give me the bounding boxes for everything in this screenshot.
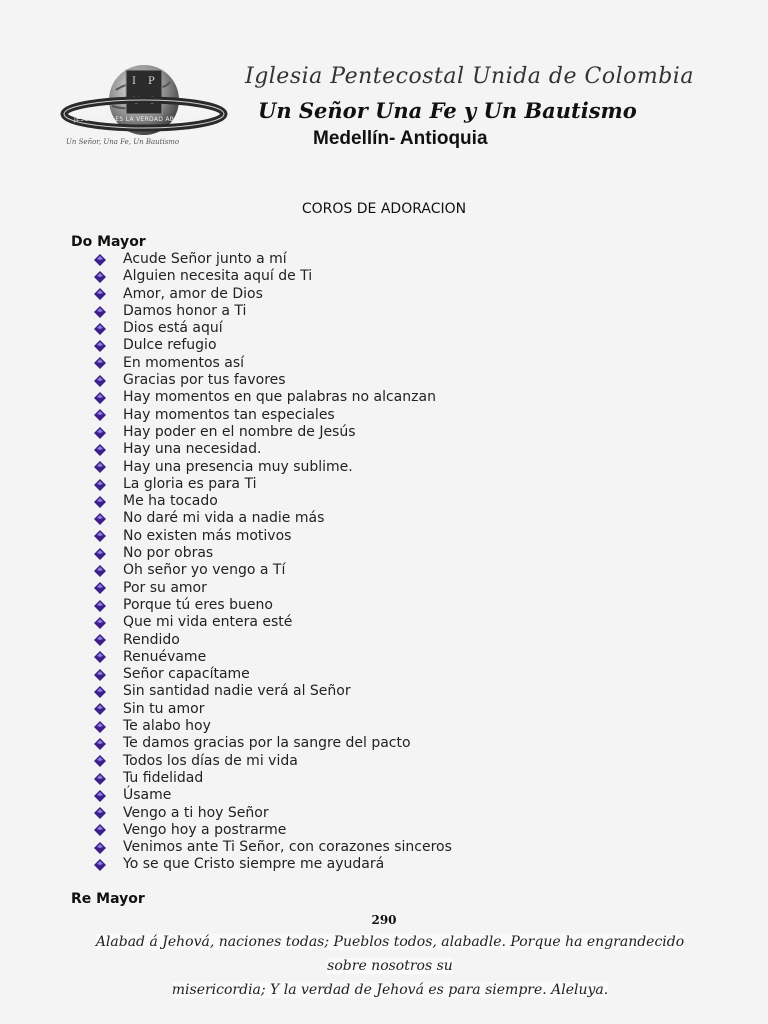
svg-text:P: P <box>148 76 155 87</box>
song-title: No existen más motivos <box>123 527 292 544</box>
svg-text:Un Señor, Una Fe, Un Bautismo: Un Señor, Una Fe, Un Bautismo <box>66 138 180 146</box>
song-title: No por obras <box>123 545 214 562</box>
song-title: Porque tú eres bueno <box>123 596 273 613</box>
song-title: Dios está aquí <box>123 320 223 337</box>
church-name: Iglesia Pentecostal Unida de Colombia <box>245 64 694 89</box>
diamond-bullet-icon <box>94 392 106 404</box>
svg-text:U: U <box>132 96 141 107</box>
list-item <box>92 389 452 406</box>
diamond-bullet-icon <box>94 617 106 629</box>
list-item <box>92 251 452 268</box>
song-title: En momentos así <box>123 354 245 371</box>
song-title: Úsame <box>123 787 172 804</box>
diamond-bullet-icon <box>94 721 106 733</box>
list-item <box>92 355 452 372</box>
diamond-bullet-icon <box>94 513 106 525</box>
church-logo <box>60 60 228 150</box>
diamond-bullet-icon <box>94 703 106 715</box>
diamond-bullet-icon <box>94 306 106 318</box>
diamond-bullet-icon <box>94 600 106 612</box>
diamond-bullet-icon <box>94 427 106 439</box>
diamond-bullet-icon <box>94 686 106 698</box>
diamond-bullet-icon <box>94 773 106 785</box>
song-title: Oh señor yo vengo a Tí <box>123 562 286 579</box>
song-title: Tu fidelidad <box>123 769 204 786</box>
song-title: Rendido <box>123 631 180 648</box>
list-item <box>92 372 452 389</box>
list-item <box>92 528 452 545</box>
list-item <box>92 424 452 441</box>
list-item <box>92 268 452 285</box>
list-item <box>92 701 452 718</box>
song-list <box>92 251 452 874</box>
diamond-bullet-icon <box>94 375 106 387</box>
song-title: Por su amor <box>123 579 207 596</box>
diamond-bullet-icon <box>94 530 106 542</box>
diamond-bullet-icon <box>94 669 106 681</box>
verse-line-2: misericordia; Y la verdad de Jehová es para siempre. Aleluya. <box>171 982 609 998</box>
footer-verse <box>80 930 700 1002</box>
song-title: Hay momentos tan especiales <box>123 406 335 423</box>
diamond-bullet-icon <box>94 340 106 352</box>
list-item <box>92 562 452 579</box>
list-item <box>92 286 452 303</box>
diamond-bullet-icon <box>94 271 106 283</box>
list-item <box>92 770 452 787</box>
diamond-bullet-icon <box>94 479 106 491</box>
diamond-bullet-icon <box>94 323 106 335</box>
diamond-bullet-icon <box>94 824 106 836</box>
diamond-bullet-icon <box>94 461 106 473</box>
song-title: Hay una necesidad. <box>123 441 262 458</box>
list-item <box>92 822 452 839</box>
list-item <box>92 805 452 822</box>
verse-line-1: Alabad á Jehová, naciones todas; Pueblos todos, alabadle. Porque ha engrandecido sobre nosotros su <box>95 934 685 974</box>
list-item <box>92 510 452 527</box>
diamond-bullet-icon <box>94 738 106 750</box>
diamond-bullet-icon <box>94 548 106 560</box>
diamond-bullet-icon <box>94 651 106 663</box>
diamond-bullet-icon <box>94 254 106 266</box>
svg-text:C: C <box>148 96 156 107</box>
song-title: Sin tu amor <box>123 700 205 717</box>
church-city: Medellín- Antioquia <box>313 128 488 149</box>
diamond-bullet-icon <box>94 357 106 369</box>
song-title: Venimos ante Ti Señor, con corazones sinceros <box>123 839 452 856</box>
song-title: Renuévame <box>123 648 207 665</box>
diamond-bullet-icon <box>94 288 106 300</box>
list-item <box>92 839 452 856</box>
song-title: Te damos gracias por la sangre del pacto <box>123 735 411 752</box>
song-title: Damos honor a Ti <box>123 302 247 319</box>
page-number: 290 <box>371 913 397 927</box>
diamond-bullet-icon <box>94 444 106 456</box>
svg-text:JESUCRISTO ES LA VERDAD ABSOLU: JESUCRISTO ES LA VERDAD ABSOLUTA <box>74 116 200 123</box>
list-item <box>92 614 452 631</box>
list-item <box>92 666 452 683</box>
list-item <box>92 493 452 510</box>
list-item <box>92 856 452 873</box>
document-title: COROS DE ADORACION <box>301 201 467 217</box>
diamond-bullet-icon <box>94 565 106 577</box>
diamond-bullet-icon <box>94 842 106 854</box>
song-title: Dulce refugio <box>123 337 217 354</box>
diamond-bullet-icon <box>94 755 106 767</box>
diamond-bullet-icon <box>94 634 106 646</box>
song-title: Sin santidad nadie verá al Señor <box>123 683 351 700</box>
list-item <box>92 753 452 770</box>
list-item <box>92 649 452 666</box>
list-item <box>92 441 452 458</box>
song-title: Vengo hoy a postrarme <box>123 821 287 838</box>
song-title: Hay poder en el nombre de Jesús <box>123 423 356 440</box>
list-item <box>92 545 452 562</box>
church-motto: Un Señor Una Fe y Un Bautismo <box>258 98 637 123</box>
song-title: Todos los días de mi vida <box>123 752 298 769</box>
diamond-bullet-icon <box>94 409 106 421</box>
song-title: Gracias por tus favores <box>123 372 286 389</box>
list-item <box>92 303 452 320</box>
svg-text:I: I <box>132 76 136 87</box>
list-item <box>92 476 452 493</box>
song-title: Hay momentos en que palabras no alcanzan <box>123 389 436 406</box>
list-item <box>92 407 452 424</box>
diamond-bullet-icon <box>94 859 106 871</box>
song-title: Acude Señor junto a mí <box>123 251 287 267</box>
diamond-bullet-icon <box>94 790 106 802</box>
list-item <box>92 735 452 752</box>
section-heading-do-mayor: Do Mayor <box>71 234 146 250</box>
diamond-bullet-icon <box>94 807 106 819</box>
list-item <box>92 580 452 597</box>
list-item <box>92 320 452 337</box>
list-item <box>92 337 452 354</box>
section-heading-re-mayor: Re Mayor <box>71 891 145 907</box>
song-title: Yo se que Cristo siempre me ayudará <box>123 856 385 873</box>
diamond-bullet-icon <box>94 496 106 508</box>
song-title: Amor, amor de Dios <box>123 285 263 302</box>
list-item <box>92 597 452 614</box>
song-title: Señor capacítame <box>123 666 250 683</box>
song-title: No daré mi vida a nadie más <box>123 510 325 527</box>
song-title: Hay una presencia muy sublime. <box>123 458 353 475</box>
list-item <box>92 787 452 804</box>
list-item <box>92 718 452 735</box>
song-title: Te alabo hoy <box>123 718 211 735</box>
list-item <box>92 683 452 700</box>
list-item <box>92 459 452 476</box>
song-title: Que mi vida entera esté <box>123 614 293 631</box>
list-item <box>92 632 452 649</box>
song-title: Me ha tocado <box>123 493 218 510</box>
song-title: Alguien necesita aquí de Ti <box>123 268 313 285</box>
song-title: Vengo a ti hoy Señor <box>123 804 269 821</box>
diamond-bullet-icon <box>94 582 106 594</box>
song-title: La gloria es para Ti <box>123 475 257 492</box>
